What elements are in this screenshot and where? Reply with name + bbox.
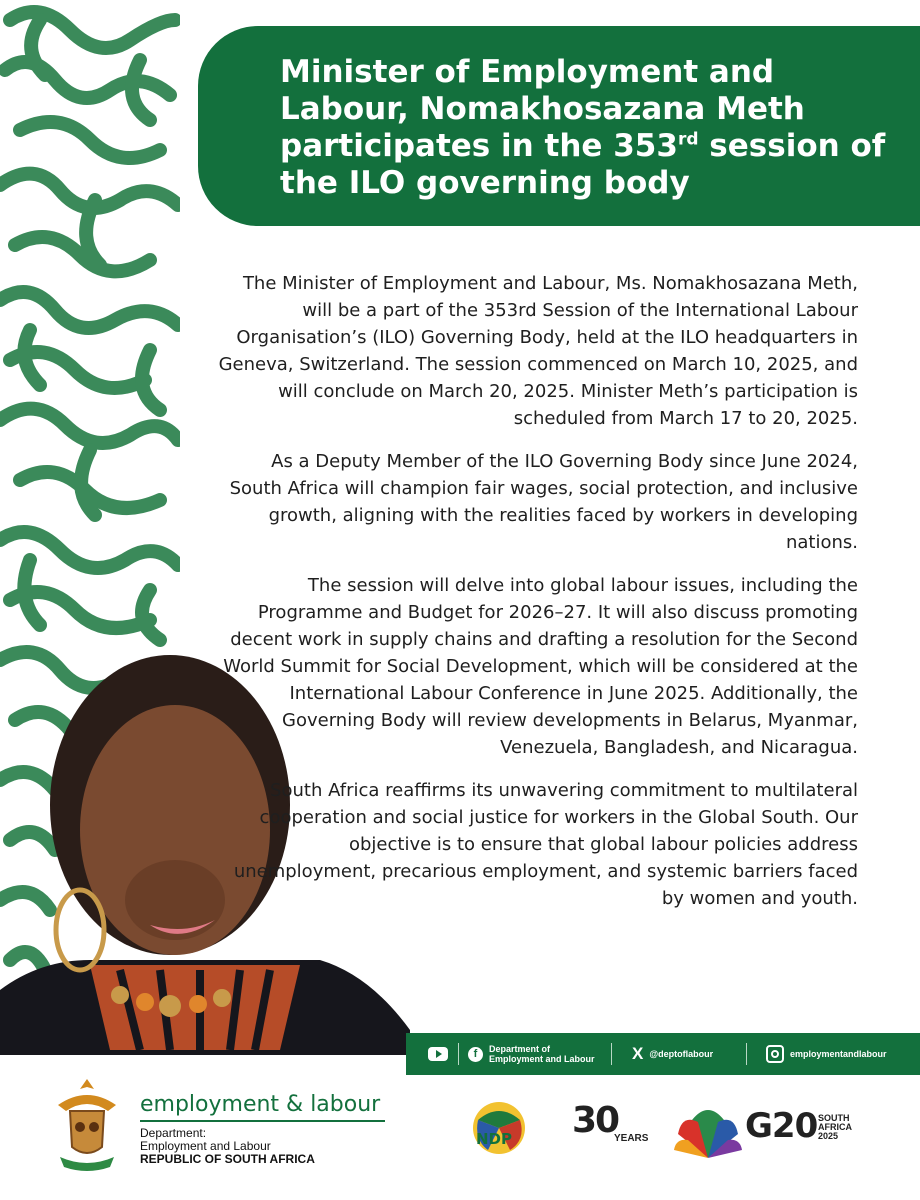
instagram-link[interactable] [766, 1033, 887, 1075]
headline: Minister of Employment and Labour, Nomakhosazana Meth participates in the 353rd session of the ILO governing body [280, 54, 886, 201]
facebook-icon: f [468, 1047, 483, 1062]
twitter-link[interactable] [632, 1033, 713, 1075]
g20-sub-line1: SOUTH [818, 1113, 850, 1123]
youtube-icon [428, 1047, 448, 1061]
g20-subtitle [818, 1114, 852, 1141]
social-media-bar [406, 1033, 920, 1075]
g20-flower-icon [672, 1100, 744, 1160]
instagram-handle: employmentandlabour [790, 1049, 887, 1059]
paragraph: The session will delve into global labour issues, including the Programme and Budget for 2026–27. It will also discuss promoting decent work in supply chains and drafting a resolution for the Second World Summit for Social Development, which will be considered at the International Labour Conference in June 2025. Additionally, the Governing Body will review developments in Belarus, Myanmar, Venezuela, Bangladesh, and Nicaragua. [223, 575, 858, 758]
instagram-icon [766, 1045, 784, 1063]
facebook-link[interactable] [468, 1033, 595, 1075]
g20-wordmark: G20 [745, 1106, 818, 1146]
department-label [140, 1127, 315, 1166]
facebook-label-line2: Employment and Labour [489, 1054, 595, 1064]
country-name: REPUBLIC OF SOUTH AFRICA [140, 1152, 315, 1166]
coat-of-arms-icon [48, 1075, 126, 1175]
g20-sub-line2: AFRICA [818, 1122, 852, 1132]
g20-sub-line3: 2025 [818, 1131, 839, 1141]
paragraph: The Minister of Employment and Labour, Ms. Nomakhosazana Meth, will be a part of the 353rd Session of the International Labour Organisation’s (ILO) Governing Body, held at the ILO headquarters in Geneva, Switzerland. The session commenced on March 10, 2025, and will conclude on March 20, 2025. Minister Meth’s participation is scheduled from March 17 to 20, 2025. [218, 273, 858, 429]
ndp-label: NDP [476, 1130, 512, 1148]
twitter-handle: @deptoflabour [649, 1049, 714, 1059]
thirty-years-number: 30 [572, 1100, 619, 1141]
brand-divider [140, 1120, 385, 1122]
thirty-years-label: YEARS [614, 1133, 649, 1144]
facebook-label-line1: Department of [489, 1044, 551, 1054]
article-body [218, 270, 858, 928]
youtube-link[interactable] [428, 1033, 454, 1075]
department-prefix: Department: [140, 1126, 207, 1140]
x-icon: X [632, 1044, 644, 1063]
title-banner [198, 26, 920, 226]
department-name: Employment and Labour [140, 1139, 271, 1153]
paragraph: As a Deputy Member of the ILO Governing Body since June 2024, South Africa will champion fair wages, social protection, and inclusive growth, aligning with the realities faced by workers in developing nations. [229, 451, 858, 553]
paragraph: South Africa reaffirms its unwavering commitment to multilateral cooperation and social justice for workers in the Global South. Our objective is to ensure that global labour policies address unemployment, precarious employment, and systemic barriers faced by women and youth. [233, 780, 858, 909]
brand-wordmark: employment & labour [140, 1092, 381, 1117]
